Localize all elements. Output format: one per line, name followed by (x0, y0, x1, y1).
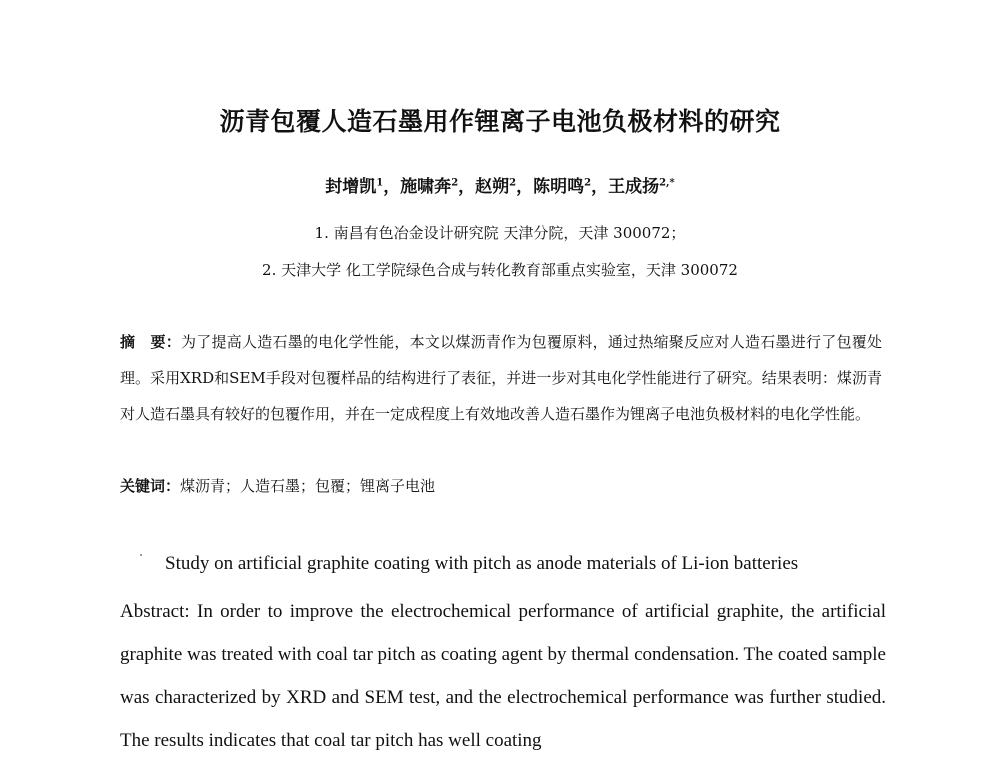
author-separator: ， (516, 177, 534, 197)
abstract-cn-label: 摘 要： (120, 333, 181, 351)
affiliation-1: 1. 南昌有色冶金设计研究院 天津分院，天津 300072； (314, 224, 686, 242)
abstract-en-label: Abstract: (120, 601, 190, 622)
author-affiliation-mark: 2,* (659, 177, 675, 189)
author-separator: ， (458, 177, 476, 197)
author-name: 施啸奔 (400, 177, 452, 197)
author-affiliation-mark: 1 (376, 177, 384, 189)
scan-speck (140, 554, 142, 556)
author-name: 王成扬 (608, 177, 660, 197)
author-name: 封增凯 (325, 177, 377, 197)
keywords-cn (120, 470, 882, 502)
abstract-en (120, 590, 886, 762)
english-title: Study on artificial graphite coating with pitch as anode materials of Li-ion batteries (165, 553, 799, 574)
abstract-cn (120, 324, 882, 432)
affiliation-2: 2. 天津大学 化工学院绿色合成与转化教育部重点实验室，天津 300072 (262, 261, 738, 279)
author-separator: ， (591, 177, 609, 197)
keywords-cn-text: 煤沥青；人造石墨；包覆；锂离子电池 (180, 477, 436, 495)
author-affiliation-mark: 2 (451, 177, 459, 189)
abstract-cn-text: 为了提高人造石墨的电化学性能，本文以煤沥青作为包覆原料，通过热缩聚反应对人造石墨进行了包覆处理。采用XRD和SEM手段对包覆样品的结构进行了表征，并进一步对其电化学性能进行了研究。结果表明：煤沥青对人造石墨具有较好的包覆作用，并在一定成程度上有效地改善人造石墨作为锂离子电池负极材料的电化学性能。 (120, 333, 882, 423)
abstract-en-text: In order to improve the electrochemical performance of artificial graphite, the artificial graphite was treated with coal tar pitch as coating agent by thermal condensation. The coated sample was characterized by XRD and SEM test, and the electrochemical performance was further studied. The results indicates that coal tar pitch has well coating (120, 601, 886, 751)
author (475, 177, 516, 197)
paper-title: 沥青包覆人造石墨用作锂离子电池负极材料的研究 (219, 107, 781, 136)
author (400, 177, 458, 197)
author-affiliation-mark: 2 (509, 177, 517, 189)
author (608, 177, 675, 197)
keywords-cn-label: 关键词： (120, 477, 181, 495)
author (325, 177, 383, 197)
author-separator: ， (383, 177, 401, 197)
author-name: 陈明鸣 (533, 177, 585, 197)
author (533, 177, 591, 197)
author-list (0, 172, 1000, 197)
author-name: 赵朔 (475, 177, 510, 197)
author-affiliation-mark: 2 (584, 177, 592, 189)
